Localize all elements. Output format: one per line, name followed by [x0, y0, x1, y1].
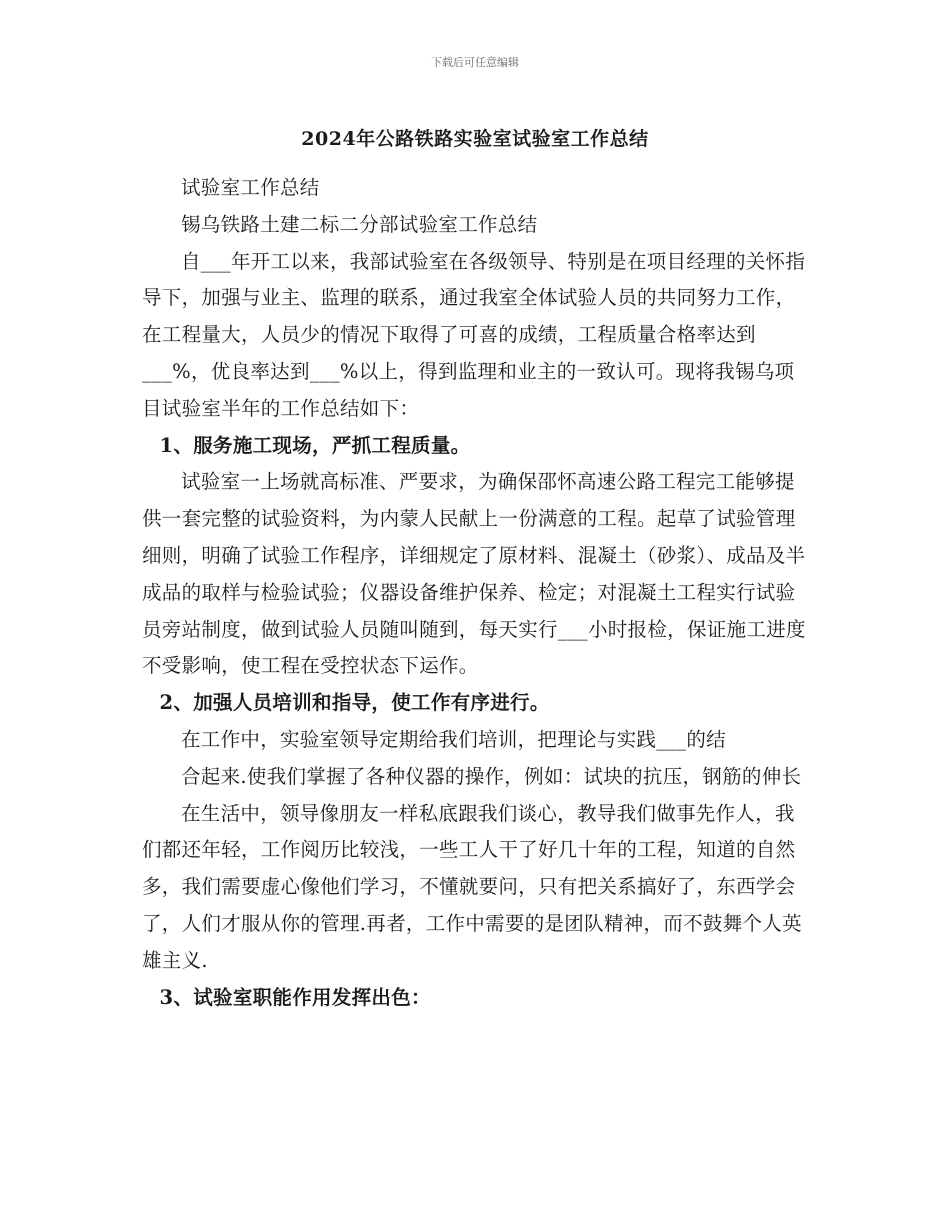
section-heading-2: 2、加强人员培训和指导，使工作有序进行。 [159, 691, 550, 715]
paragraph-6: 合起来.使我们掌握了各种仪器的操作，例如：试块的抗压，钢筋的伸长 [181, 764, 802, 788]
paragraph-2: 锡乌铁路土建二标二分部试验室工作总结 [181, 212, 538, 236]
section-heading-1: 1、服务施工现场，严抓工程质量。 [159, 433, 471, 457]
paragraph-4: 试验室一上场就高标准、严要求，为确保邵怀高速公路工程完工能够提供一套完整的试验资料，为内蒙人民献上一份满意的工程。起草了试验管理细则，明确了试验工作程序，详细规定了原材料、混凝土（砂浆）、成品及半成品的取样与检验试验；仪器设备维护保养、检定；对混凝土工程实行试验员旁站制度，做到试验人员随叫随到，每天实行___小时报检，保证施工进度不受影响，使工程在受控状态下运作。 [142, 470, 806, 678]
paragraph-5: 在工作中，实验室领导定期给我们培训，把理论与实践___的结 [181, 727, 726, 751]
paragraph-3: 自___年开工以来，我部试验室在各级领导、特别是在项目经理的关怀指导下，加强与业主、监理的联系，通过我室全体试验人员的共同努力工作，在工程量大，人员少的情况下取得了可喜的成绩，工程质量合格率达到___%，优良率达到___%以上，得到监理和业主的一致认可。现将我锡乌项目试验室半年的工作总结如下： [142, 249, 806, 420]
document-title: 2024年公路铁路实验室试验室工作总结 [301, 128, 649, 150]
paragraph-7: 在生活中，领导像朋友一样私底跟我们谈心，教导我们做事先作人，我们都还年轻，工作阅历比较浅，一些工人干了好几十年的工程，知道的自然多，我们需要虚心像他们学习，不懂就要问，只有把关系搞好了，东西学会了，人们才服从你的管理.再者，工作中需要的是团队精神，而不鼓舞个人英雄主义. [142, 801, 802, 972]
header-note: 下载后可任意编辑 [431, 56, 519, 69]
document-body [142, 170, 814, 1016]
paragraph-1: 试验室工作总结 [181, 176, 320, 199]
section-heading-3: 3、试验室职能作用发挥出色： [159, 985, 431, 1009]
